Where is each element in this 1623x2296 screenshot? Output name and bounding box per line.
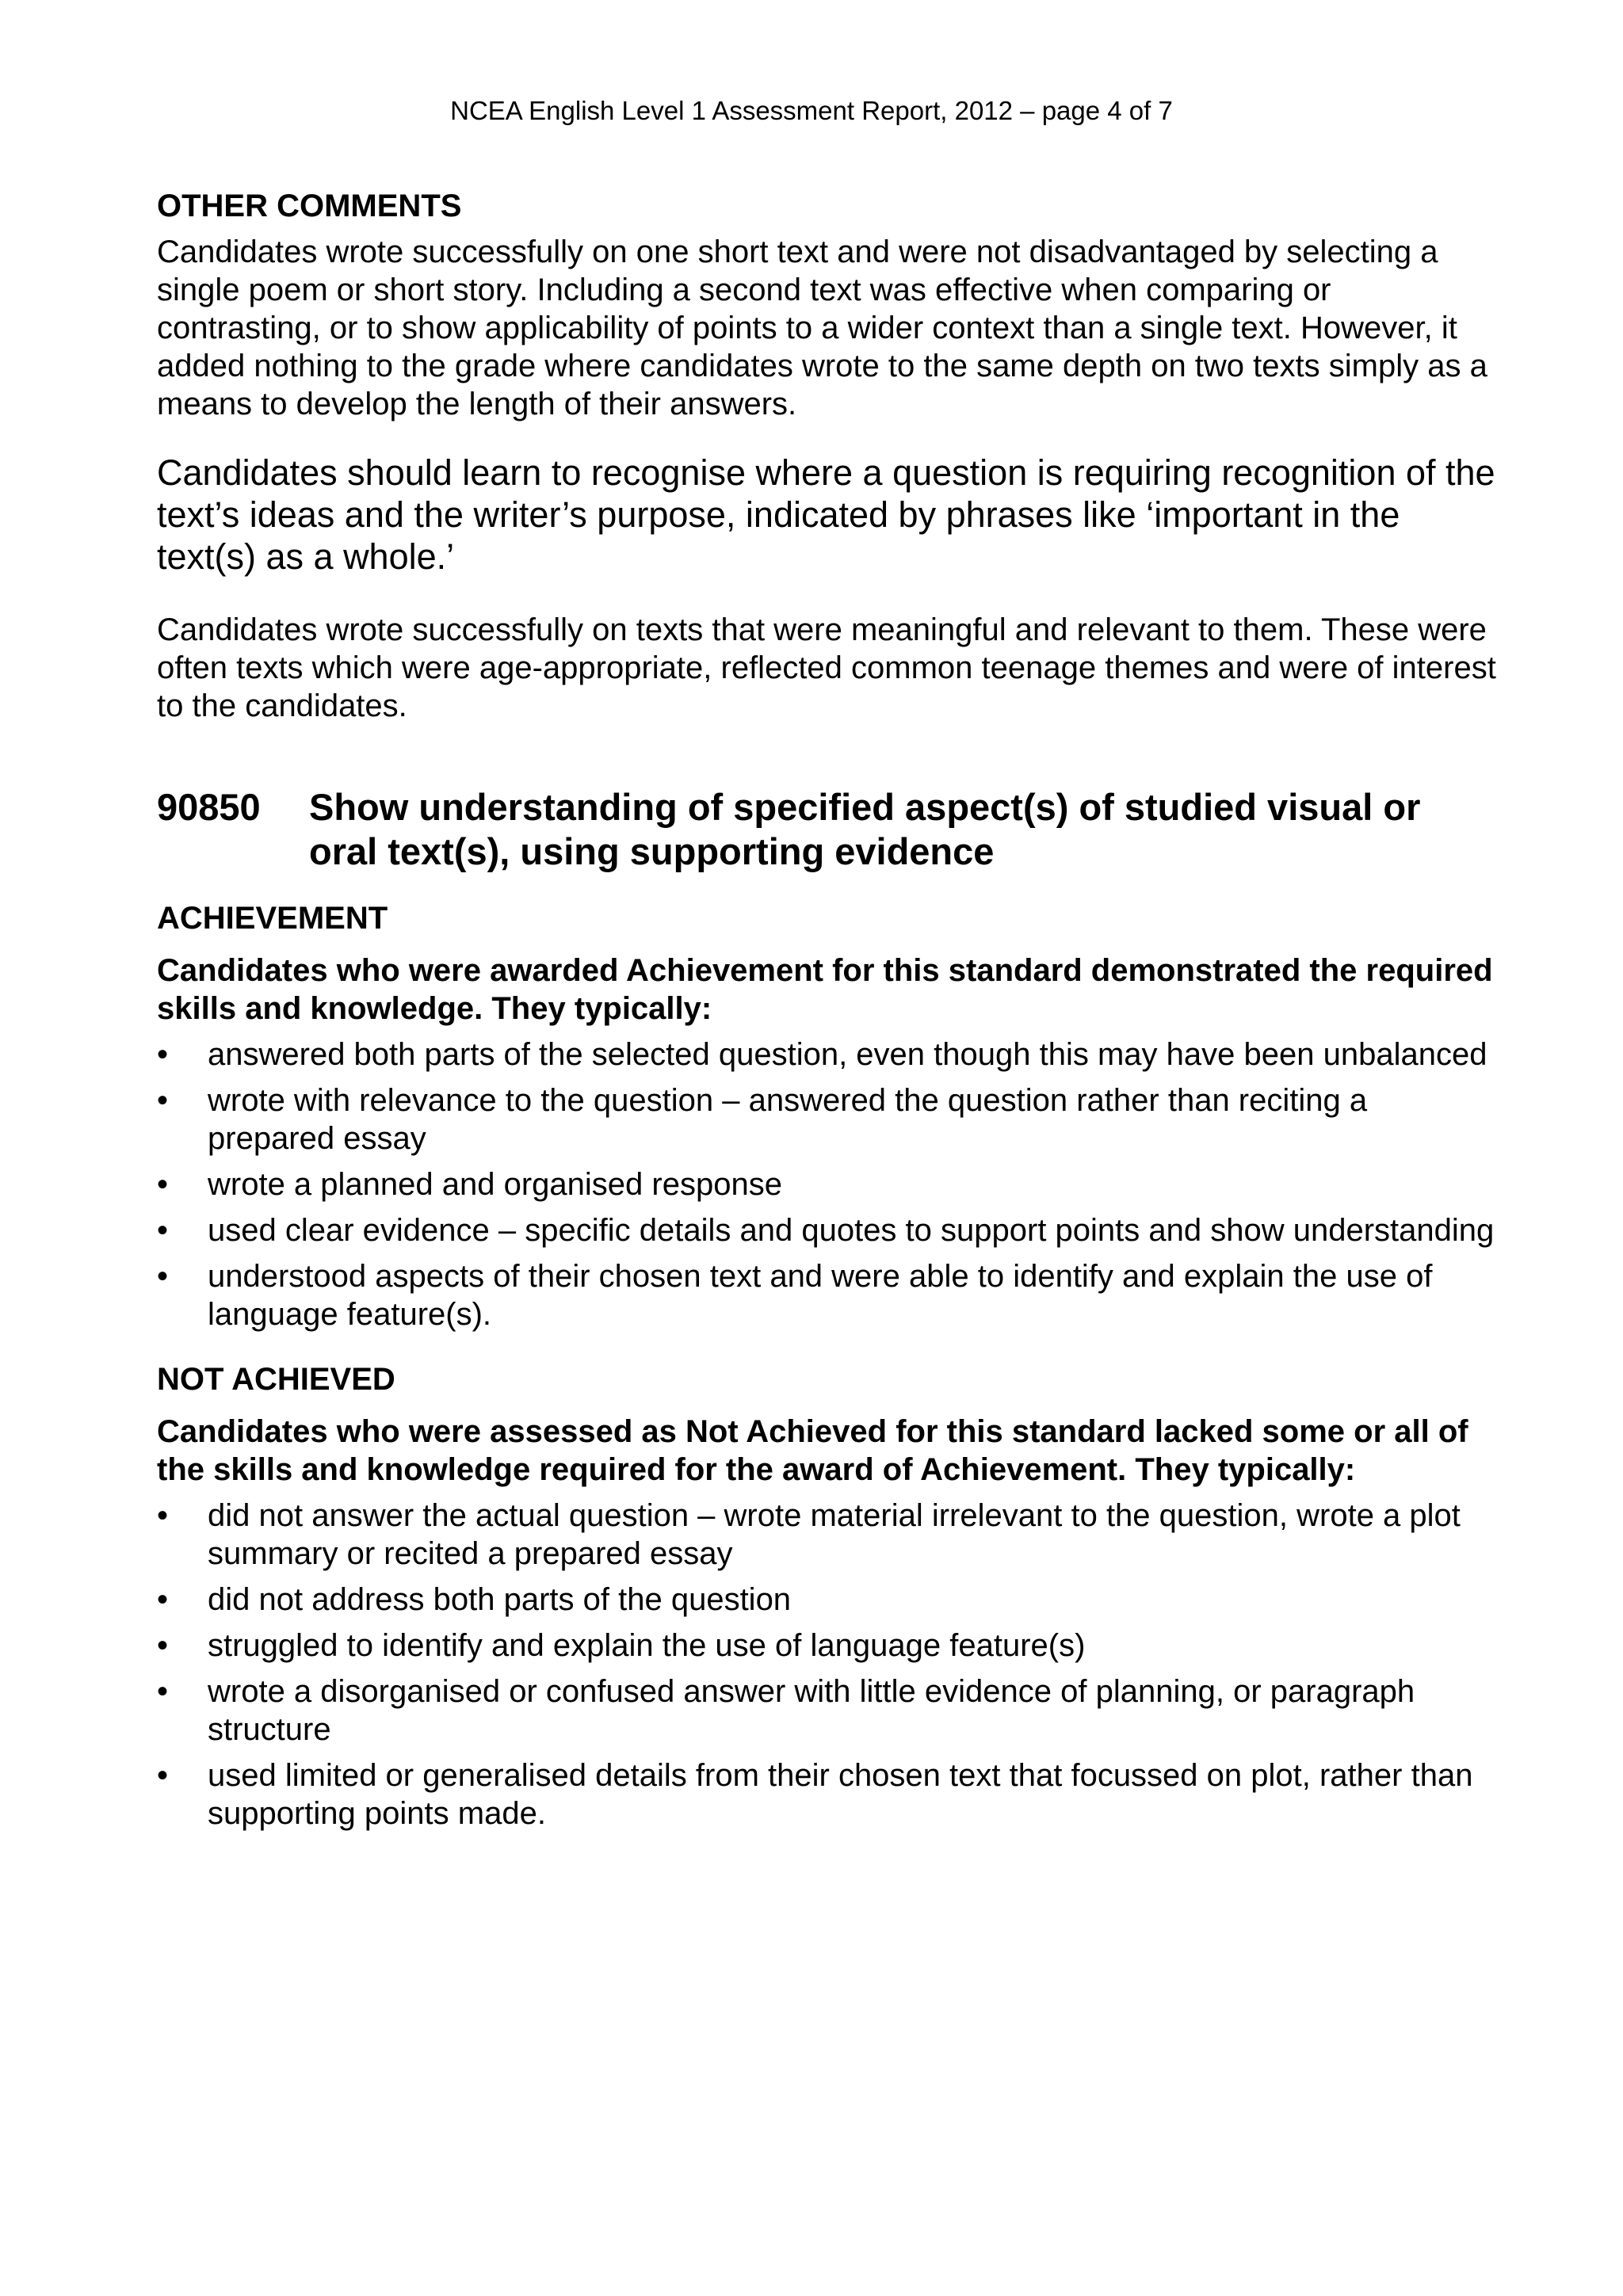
list-item: • struggled to identify and explain the use of language feature(s) (157, 1628, 1086, 1663)
bullet-icon: • (157, 1037, 169, 1072)
standard-code: 90850 (157, 786, 261, 828)
not-achieved-list (157, 1497, 1496, 1833)
achievement-lead: Candidates who were awarded Achievement for this standard demonstrated the required skills and knowledge. They typically: (157, 953, 1493, 1026)
not-achieved-heading: NOT ACHIEVED (157, 1362, 395, 1397)
not-achieved-section (157, 1357, 1496, 1833)
list-item: • wrote a disorganised or confused answer with little evidence of planning, or paragraph structure (157, 1674, 1415, 1747)
achievement-heading: ACHIEVEMENT (157, 901, 388, 936)
bullet-icon: • (157, 1213, 169, 1248)
bullet-icon: • (157, 1498, 169, 1533)
list-item: • understood aspects of their chosen text and were able to identify and explain the use of language feature(s). (157, 1259, 1433, 1332)
list-item: • did not address both parts of the question (157, 1582, 792, 1617)
standard-title: Show understanding of specified aspect(s) of studied visual or oral text(s), using supporting evidence (309, 786, 1421, 872)
other-comments-paragraph-1: Candidates wrote successfully on one short text and were not disadvantaged by selecting a single poem or short story. Including a second text was effective when comparing or contrasting, or to show applicability of points to a wider context than a single text. However, it added nothing to the grade where candidates wrote to the same depth on two texts simply as a means to develop the length of their answers. (157, 235, 1487, 421)
list-item: • used limited or generalised details from their chosen text that focussed on plot, rather than supporting points made. (157, 1758, 1473, 1831)
list-item: • wrote a planned and organised response (157, 1167, 782, 1202)
list-item: • did not answer the actual question – wrote material irrelevant to the question, wrote a plot summary or recited a prepared essay (157, 1498, 1461, 1571)
bullet-icon: • (157, 1582, 169, 1617)
list-item: • answered both parts of the selected question, even though this may have been unbalanced (157, 1037, 1487, 1072)
standard-heading (157, 785, 1496, 874)
list-item: • wrote with relevance to the question – answered the question rather than reciting a prepared essay (157, 1083, 1368, 1156)
achievement-section (157, 896, 1496, 1333)
page-header: NCEA English Level 1 Assessment Report, 2012 – page 4 of 7 (450, 96, 1173, 125)
bullet-icon: • (157, 1083, 169, 1118)
bullet-icon: • (157, 1259, 169, 1294)
other-comments-paragraph-3: Candidates wrote successfully on texts that were meaningful and relevant to them. These were often texts which were age-appropriate, reflected common teenage themes and were of interest to the candidates. (157, 612, 1496, 723)
bullet-icon: • (157, 1628, 169, 1663)
bullet-icon: • (157, 1758, 169, 1793)
other-comments-section (157, 184, 1496, 725)
list-item: • used clear evidence – specific details and quotes to support points and show understanding (157, 1213, 1495, 1248)
document-body (157, 184, 1496, 1840)
not-achieved-lead: Candidates who were assessed as Not Achieved for this standard lacked some or all of the skills and knowledge required for the award of Achievement. They typically: (157, 1414, 1468, 1487)
other-comments-heading: OTHER COMMENTS (157, 189, 462, 223)
achievement-list (157, 1035, 1496, 1333)
bullet-icon: • (157, 1674, 169, 1709)
other-comments-paragraph-2: Candidates should learn to recognise where a question is requiring recognition of the text’s ideas and the writer’s purpose, indicated by phrases like ‘important in the text(s) as a whole.’ (157, 452, 1495, 577)
bullet-icon: • (157, 1167, 169, 1202)
